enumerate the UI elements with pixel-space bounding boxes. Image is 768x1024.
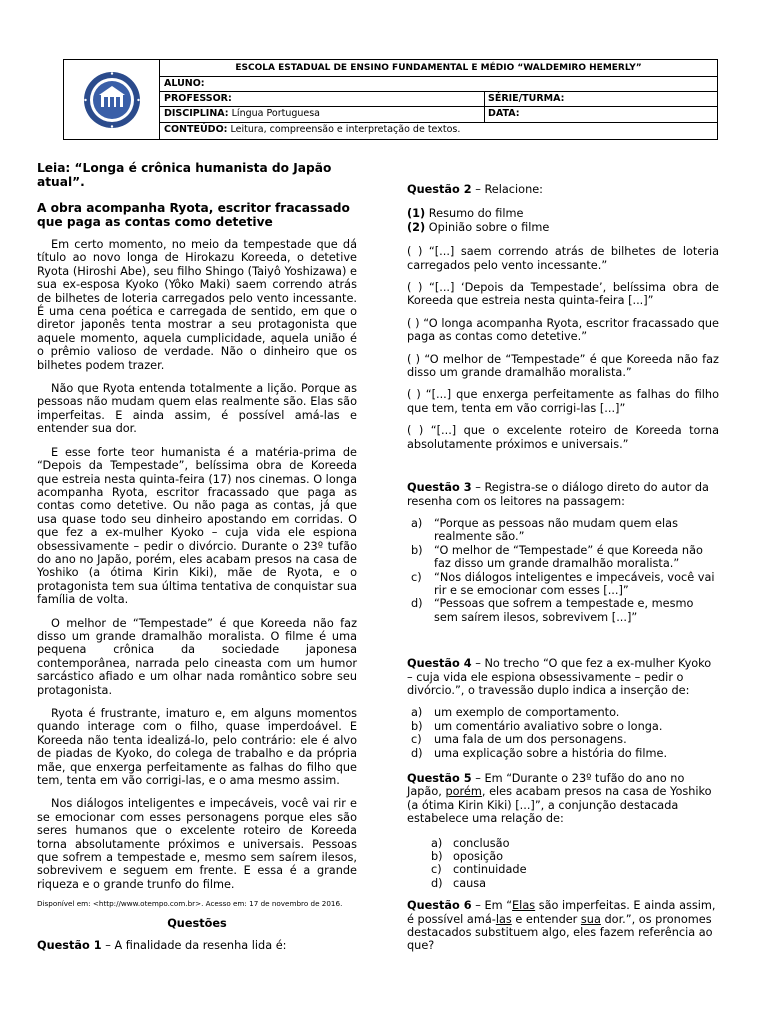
student-label: ALUNO:: [164, 78, 205, 89]
content-value: Leitura, compreensão e interpretação de textos.: [230, 124, 461, 135]
q3-choice-c: [407, 571, 719, 598]
highlighted-pronoun: Elas: [512, 899, 536, 913]
class-label: SÉRIE/TURMA:: [488, 93, 565, 104]
logo-cell: [64, 60, 160, 139]
discipline-label: DISCIPLINA:: [164, 108, 229, 119]
question-6-text: são imperfeitas. E ainda assim, é possível amá-: [407, 899, 716, 926]
choice-text: um comentário avaliativo sobre o longa.: [434, 719, 663, 733]
q5-choices: [407, 837, 719, 891]
q4-choice-a: [407, 706, 719, 719]
question-2-text: – Relacione:: [471, 183, 543, 196]
source-citation: Disponível em: <http://www.otempo.com.br>. Acesso em: 17 de novembro de 2016.: [37, 899, 343, 909]
question-3-label: Questão 3: [407, 481, 472, 495]
question-5-text-end: , eles acabam presos na casa de Yoshiko (a ótima Kirin Kiki) [...]”, a conjunção destacada estabelece uma relação de:: [407, 785, 712, 826]
choice-text: continuidade: [453, 863, 527, 877]
q2-item: ( ) “O longa acompanha Ryota, escritor fracassado que paga as contas como detetive.”: [407, 316, 719, 344]
choice-text: uma explicação sobre a história do filme.: [434, 746, 668, 760]
question-5: [407, 772, 719, 826]
q4-choice-b: [407, 720, 719, 733]
q2-item: ( ) “[...] que o excelente roteiro de Koreeda torna absolutamente próximos e universais.”: [407, 424, 719, 451]
q2-option-number: (1): [407, 207, 426, 221]
q4-choice-d: [407, 747, 719, 760]
discipline-row: [160, 107, 717, 123]
choice-marker: a): [411, 706, 423, 720]
question-1: [37, 939, 357, 952]
q2-option: [407, 207, 719, 220]
choice-text: um exemplo de comportamento.: [434, 706, 620, 720]
question-4-label: Questão 4: [407, 657, 472, 671]
question-2-label: Questão 2: [407, 183, 472, 196]
reading-intro: Leia: “Longa é crônica humanista do Japão atual”.: [37, 161, 332, 189]
highlighted-conjunction: porém: [445, 785, 482, 799]
q5-choice-b: [407, 850, 719, 863]
choice-text: “Pessoas que sofrem a tempestade e, mesmo sem saírem ilesos, sobrevivem [...]”: [434, 597, 694, 624]
question-6: [407, 899, 719, 953]
choice-marker: c): [411, 570, 422, 584]
question-2: [407, 183, 719, 196]
q4-choice-c: [407, 733, 719, 746]
article-paragraph: Nos diálogos inteligentes e impecáveis, você vai rir e se emocionar com esses personagens porque eles são seres humanos que o excelente roteiro de Koreeda torna absolutamente próximos e universais. Pessoas que sofrem a tempestade e, mesmo sem saírem ilesos, sobrevivem e seguem em frente. E essa é a grande riqueza e o grande trunfo do filme.: [37, 797, 357, 891]
q2-option: [407, 221, 719, 234]
question-6-text: e entender: [511, 912, 581, 926]
student-row: [160, 77, 717, 92]
date-label: DATA:: [488, 108, 520, 119]
questions-column: [407, 183, 719, 953]
q4-choices: [407, 706, 719, 760]
choice-marker: c): [411, 733, 422, 747]
q2-option-text: Resumo do filme: [425, 207, 524, 221]
highlighted-pronoun: sua: [580, 912, 601, 926]
choice-marker: b): [411, 719, 423, 733]
choice-marker: a): [431, 836, 443, 850]
highlighted-pronoun: las: [495, 912, 512, 926]
question-6-label: Questão 6: [407, 899, 472, 913]
choice-text: conclusão: [453, 836, 510, 850]
questions-heading: Questões: [167, 917, 227, 931]
q5-choice-c: [407, 863, 719, 876]
article-paragraph: Ryota é frustrante, imaturo e, em alguns momentos quando interage com o filho, quase imperdoável. E Koreeda não tenta idealizá-lo, pelo contrário: ele é alvo de piadas de Kyoko, do colega de trabalho e da própria mãe, que enxerga perfeitamente as falhas do filho que tem, tenta em vão corrigi-las, e o ama mesmo assim.: [37, 707, 357, 788]
question-3: [407, 481, 719, 508]
choice-marker: d): [411, 746, 423, 760]
teacher-row: [160, 92, 717, 107]
article-paragraph: O melhor de “Tempestade” é que Koreeda não faz disso um grande dramalhão moralista. O filme é uma pequena crônica da sociedade japonesa contemporânea, narrada pelo cineasta com um humor sarcástico afiado e um olhar nada romântico sobre seu protagonista.: [37, 616, 357, 697]
header-table: [63, 59, 718, 140]
choice-text: “Porque as pessoas não mudam quem elas realmente são.”: [434, 516, 678, 544]
question-6-text: – Em “: [471, 899, 513, 913]
question-3-text: – Registra-se o diálogo direto do autor da resenha com os leitores na passagem:: [407, 481, 709, 508]
row-divider: [484, 107, 485, 122]
q2-item: ( ) “O melhor de “Tempestade” é que Koreeda não faz disso um grande dramalhão moralista.”: [407, 352, 719, 380]
teacher-label: PROFESSOR:: [164, 93, 232, 104]
article-paragraph: Em certo momento, no meio da tempestade que dá título ao novo longa de Hirokazu Koreeda, o detetive Ryota (Hiroshi Abe), seu filho Shingo (Taiyô Yoshizawa) e sua ex-esposa Kyoko (Yôko Maki) saem correndo atrás de bilhetes de loteria carregados pelo vento incessante. É uma cena poética e carregada de sentido, em que o diretor japonês tenta mostrar a seu protagonista que aquele momento, aquela cumplicidade, aquela união é o prêmio valioso de verdade. Não o dinheiro que os bilhetes podem trazer.: [37, 238, 357, 372]
discipline-value: Língua Portuguesa: [231, 108, 321, 119]
q5-choice-d: [407, 877, 719, 890]
question-5-label: Questão 5: [407, 772, 472, 785]
choice-marker: a): [411, 516, 423, 530]
q5-choice-a: [407, 837, 719, 850]
reading-column: [37, 161, 357, 952]
article-headline: A obra acompanha Ryota, escritor fracassado que paga as contas como detetive: [37, 201, 350, 229]
q2-item: ( ) “[...] saem correndo atrás de bilhetes de loteria carregados pelo vento incessante.”: [407, 245, 719, 272]
choice-text: causa: [453, 876, 487, 890]
choice-marker: b): [411, 543, 423, 557]
choice-marker: b): [431, 850, 443, 864]
school-name: ESCOLA ESTADUAL DE ENSINO FUNDAMENTAL E MÉDIO “WALDEMIRO HEMERLY”: [160, 60, 717, 77]
question-4-text: – No trecho “O que fez a ex-mulher Kyoko – cuja vida ele espiona obsessivamente – pedir o divórcio.”, o travessão duplo indica a inserção de:: [407, 657, 712, 697]
content-label: CONTEÚDO:: [164, 124, 228, 135]
question-5-text: – Em “Durante o 23º tufão do ano no Japão,: [407, 772, 685, 799]
choice-marker: d): [431, 876, 443, 890]
choice-text: oposição: [453, 850, 504, 864]
q2-option-text: Opinião sobre o filme: [425, 220, 550, 234]
q3-choice-b: [407, 544, 719, 571]
choice-marker: c): [431, 863, 442, 877]
choice-text: “O melhor de “Tempestade” é que Koreeda não faz disso um grande dramalhão moralista.”: [434, 543, 703, 571]
question-6-text: dor.”, os pronomes destacados substituem algo, eles fazem referência ao que?: [407, 912, 713, 953]
q2-item: ( ) “[...] ‘Depois da Tempestade’, belíssima obra de Koreeda que estreia nesta quinta-feira [...]”: [407, 281, 719, 308]
question-1-label: Questão 1: [37, 938, 102, 952]
q3-choice-a: [407, 517, 719, 544]
content-row: [160, 123, 717, 139]
article-paragraph: E esse forte teor humanista é a matéria-prima de “Depois da Tempestade”, belíssima obra de Koreeda que estreia nesta quinta-feira (17) nos cinemas. O longa acompanha Ryota, escritor fracassado que paga as contas como detetive. Ou não paga as contas, já que usa quase todo seu dinheiro apostando em corridas. O que fez a ex-mulher Kyoko – cuja vida ele espiona obsessivamente – pedir o divórcio. Durante o 23º tufão do ano no Japão, porém, eles acabam presos na casa de Yoshiko (a ótima Kirin Kiki), mãe de Ryota, e o protagonista tem sua última tentativa de conquistar sua família de volta.: [37, 445, 357, 607]
choice-text: uma fala de um dos personagens.: [434, 733, 627, 747]
choice-marker: d): [411, 597, 423, 611]
q2-item: ( ) “[...] que enxerga perfeitamente as falhas do filho que tem, tenta em vão corrigi-las [...]”: [407, 388, 719, 415]
question-1-text: – A finalidade da resenha lida é:: [101, 938, 287, 952]
q2-option-number: (2): [407, 220, 426, 234]
school-seal-icon: [82, 70, 142, 130]
article-paragraph: Não que Ryota entenda totalmente a lição. Porque as pessoas não mudam quem elas realmente são. Elas são imperfeitas. E ainda assim, é possível amá-las e entender sua dor.: [37, 382, 357, 436]
question-4: [407, 657, 719, 697]
row-divider: [484, 92, 485, 106]
q3-choices: [407, 517, 719, 624]
q3-choice-d: [407, 597, 719, 624]
choice-text: “Nos diálogos inteligentes e impecáveis, você vai rir e se emocionar com esses [...]”: [434, 570, 715, 597]
